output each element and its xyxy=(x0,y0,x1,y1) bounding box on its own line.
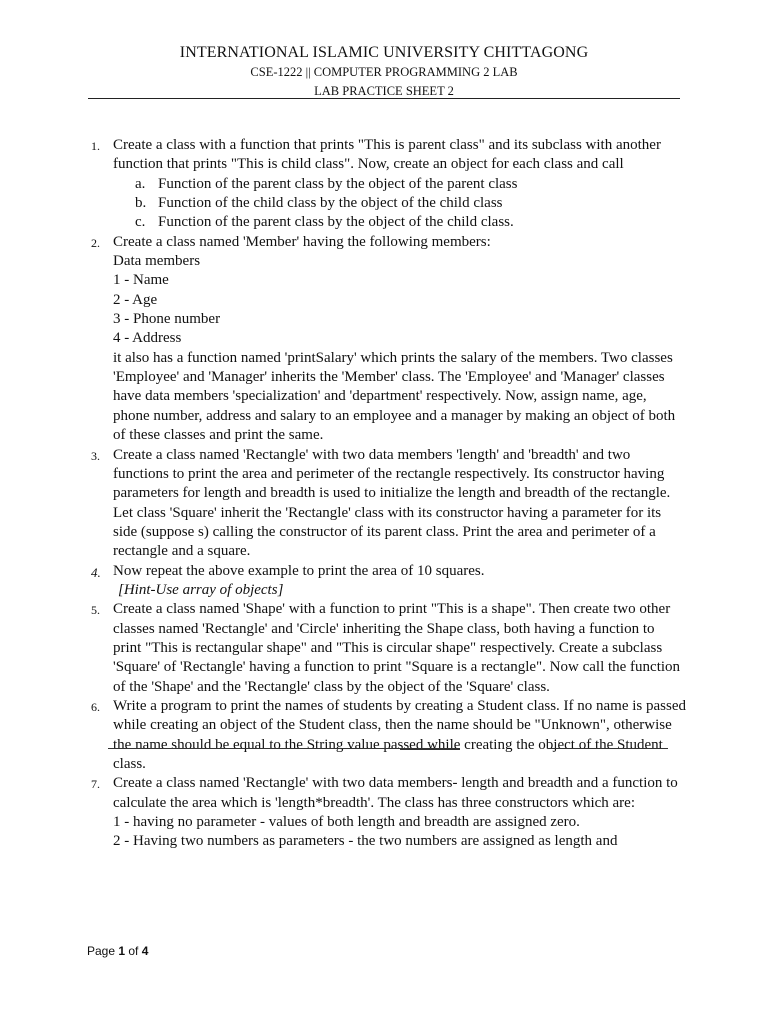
header-rule xyxy=(88,98,680,99)
constructor-line: 1 - having no parameter - values of both length and breadth are assigned zero. xyxy=(113,814,580,831)
question-text: Create a class named 'Rectangle' with two data members- length and breadth and a function to calculate the area which is 'length*breadth'. The class has three constructors which are: xyxy=(113,775,678,811)
question-text: Create a class named 'Member' having the following members: xyxy=(113,233,491,250)
sheet-title: LAB PRACTICE SHEET 2 xyxy=(314,84,454,98)
member-line: 3 - Phone number xyxy=(113,311,221,328)
pen-underline-mark xyxy=(548,748,668,749)
sub-item-letter: b. xyxy=(135,195,147,212)
question-text: Create a class named 'Rectangle' with two data members 'length' and 'breadth' and two functions to print the area and perimeter of the rectangle respectively. Its constructor having parameters for length and breadth is used to initialize the length and breadth of the rectangle. Let class 'Square' inherit the 'Rectangle' class with its constructor having a parameter for its side (suppose s) calling the constructor of its parent class. Print the area and perimeter of a rectangle and a square. xyxy=(113,446,671,560)
hint-text: [Hint-Use array of objects] xyxy=(118,581,284,598)
question-number: 5. xyxy=(91,603,100,618)
university-title: INTERNATIONAL ISLAMIC UNIVERSITY CHITTAGONG xyxy=(179,44,589,61)
data-members-heading: Data members xyxy=(113,253,201,270)
question-6 xyxy=(86,697,686,774)
question-3 xyxy=(86,446,686,562)
sub-item-a xyxy=(113,175,686,194)
sub-item-c xyxy=(113,213,686,232)
question-4 xyxy=(86,562,686,601)
sub-item-b xyxy=(113,194,686,213)
sub-item-letter: a. xyxy=(135,175,146,192)
question-number: 1. xyxy=(91,139,100,153)
pen-underline-mark xyxy=(400,748,460,750)
question-number: 2. xyxy=(91,235,100,250)
question-text: Write a program to print the names of students by creating a Student class. If no name is passed while creating an object of the Student class, then the name should be "Unknown", otherwise the name should be equal to the String value passed while creating the object of the Student class. xyxy=(113,697,686,772)
question-7 xyxy=(86,774,686,851)
member-line: 1 - Name xyxy=(113,272,169,289)
question-text: Create a class with a function that prints "This is parent class" and its subclass with another function that prints "This is child class". Now, create an object for each class and call xyxy=(113,137,661,173)
page-label: Page xyxy=(87,944,119,958)
question-5 xyxy=(86,600,686,697)
question-number: 7. xyxy=(91,777,100,792)
current-page-number: 1 xyxy=(118,944,126,958)
course-title: CSE-1222 || COMPUTER PROGRAMMING 2 LAB xyxy=(250,65,518,79)
question-number: 3. xyxy=(91,448,100,463)
question-list xyxy=(86,136,686,852)
question-number: 4. xyxy=(91,564,101,580)
member-line: 2 - Age xyxy=(113,291,158,308)
sub-item-letter: c. xyxy=(135,214,146,231)
page-header xyxy=(0,44,768,100)
question-text: Now repeat the above example to print the area of 10 squares. xyxy=(113,562,485,579)
question-2 xyxy=(86,233,686,446)
pen-underline-mark xyxy=(108,748,400,749)
constructor-line: 2 - Having two numbers as parameters - the two numbers are assigned as length and xyxy=(113,833,618,850)
page-of-label: of xyxy=(125,944,142,958)
question-text: Create a class named 'Shape' with a function to print "This is a shape". Then create two other classes named 'Rectangle' and 'Circle' inheriting the Shape class, both having a function to print "This is rectangular shape" and "This is circular shape" respectively. Create a subclass 'Square' of 'Rectangle' having a function to print "Square is a rectangle". Now call the function of the 'Shape' and the 'Rectangle' class by the object of the 'Square' class. xyxy=(113,601,681,695)
question-text-continued: it also has a function named 'printSalary' which prints the salary of the members. Two classes 'Employee' and 'Manager' inherits the 'Member' class. The 'Employee' and 'Manager' classes have data members 'specialization' and 'department' respectively. Now, assign name, age, phone number, address and salary to an employee and a manager by making an object of both of these classes and print the same. xyxy=(113,349,676,444)
page-footer xyxy=(87,944,148,958)
total-page-count: 4 xyxy=(141,944,149,958)
sub-item-text: Function of the parent class by the object of the child class. xyxy=(158,214,514,231)
question-1 xyxy=(86,136,686,233)
sub-item-text: Function of the parent class by the object of the parent class xyxy=(158,175,518,192)
sub-item-text: Function of the child class by the object of the child class xyxy=(158,195,503,212)
member-line: 4 - Address xyxy=(113,330,182,347)
question-number: 6. xyxy=(91,699,100,714)
